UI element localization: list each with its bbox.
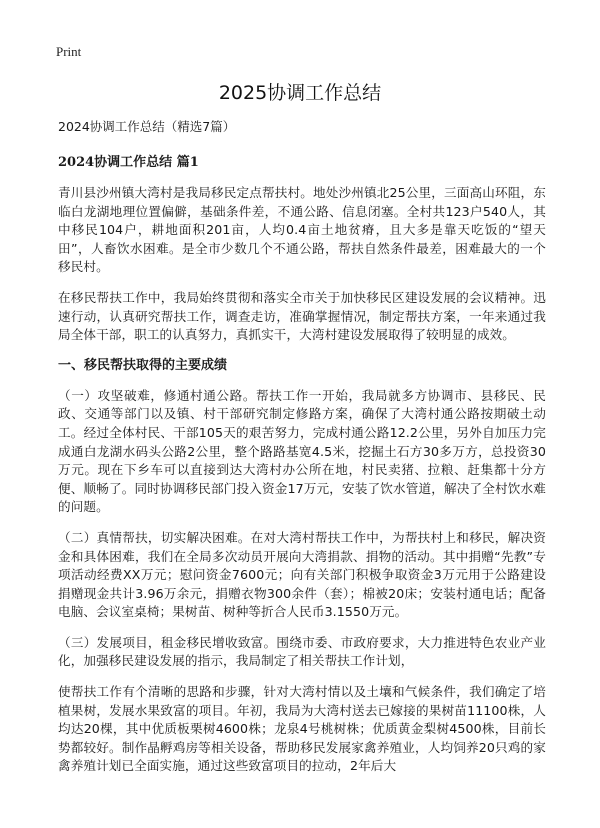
- section-heading-achievements: 一、移民帮扶取得的主要成绩: [58, 357, 228, 373]
- paragraph-assistance: （二）真情帮扶，切实解决困难。在对大湾村帮扶工作中，为帮扶村上和移民，解决资金和具体困难，我们在全局多次动员开展向大湾捐款、捐物的活动。其中捐赠“先教”专项活动经费XX万元；慰问资金7600元；向有关部门积极争取资金3万元用于公路建设捐赠现金共计3.96万余元，捐赠衣物300余件（套）；棉被20床；安装村通电话；配备电脑、会议室桌椅；果树苗、树种等折合人民币3.1550万元。: [58, 529, 546, 620]
- paragraph-road: （一）攻坚破难，修通村通公路。帮扶工作一开始，我局就多方协调市、县移民、民政、交通等部门以及镇、村干部研究制定修路方案，确保了大湾村通公路按期破土动工。经过全体村民、干部105天的艰苦努力，完成村通公路12.2公里，另外自加压力完成通白龙湖水码头公路2公里，整个路路基宽4.5米，挖掘土石方30多万方，总投资30万元。现在下乡车可以直接到达大湾村办公所在地，村民卖猪、拉粮、赶集都十分方便、顺畅了。同时协调移民部门投入资金17万元，安装了饮水管道，解决了全村饮水难的问题。: [58, 387, 546, 515]
- article-subtitle: 2024协调工作总结（精选7篇）: [58, 119, 236, 134]
- paragraph-projects: （三）发展项目，租金移民增收致富。围绕市委、市政府要求，大力推进特色农业产业化，加强移民建设发展的指示，我局制定了相关帮扶工作计划，: [58, 634, 546, 669]
- page-title: 2025协调工作总结: [218, 82, 382, 104]
- article-heading: 2024协调工作总结 篇1: [58, 155, 199, 170]
- paragraph-intro: 青川县沙州镇大湾村是我局移民定点帮扶村。地处沙州镇北25公里，三面高山环阻，东临白龙湖地理位置偏僻，基础条件差，不通公路、信息闭塞。全村共123户540人，其中移民104户，耕地面积201亩，人均0.4亩土地贫瘠，且大多是靠天吃饭的“望天田”，人畜饮水困难。是全市少数几个不通公路，帮扶自然条件最差，困难最大的一个移民村。: [58, 185, 546, 275]
- paragraph-overview: 在移民帮扶工作中，我局始终贯彻和落实全市关于加快移民区建设发展的会议精神。迅速行动，认真研究帮扶工作，调查走访，准确掌握情况，制定帮扶方案，一年来通过我局全体干部，职工的认真努力，真抓实干，大湾村建设发展取得了较明显的成效。: [58, 289, 546, 343]
- paragraph-fruit-trees: 使帮扶工作有个清晰的思路和步骤，针对大湾村情以及土壤和气候条件，我们确定了培植果树，发展水果致富的项目。年初，我局为大湾村送去已嫁接的果树苗11100株，人均达20棵，其中优质板栗树4600株；龙泉4号桃树株；优质黄金梨树4500株，目前长势都较好。制作晶孵鸡房等相关设备，帮助移民发展家禽养殖业，人均饲养20只鸡的家禽养殖计划已全面实施，通过这些致富项目的拉动，2年后大: [58, 684, 546, 774]
- article-body: [58, 118, 546, 788]
- print-link[interactable]: Print: [56, 44, 82, 59]
